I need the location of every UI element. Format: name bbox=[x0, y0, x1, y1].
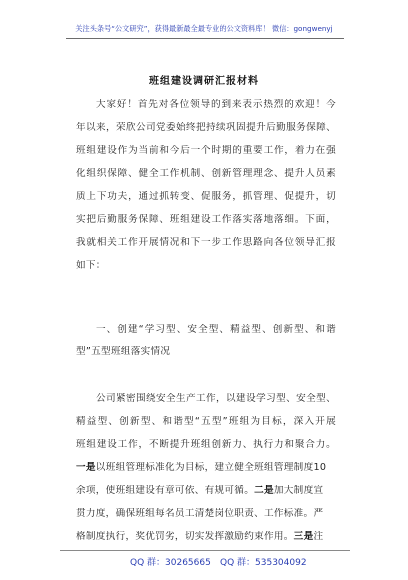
footer-qq-group-1: QQ 群：30265665 bbox=[130, 558, 211, 568]
section-heading-line-2: 型”五型班组落实情况 bbox=[76, 346, 171, 357]
section-heading-line-1: 一、创建“学习型、安全型、精益型、创新型、和谐 bbox=[96, 324, 336, 335]
intro-line-1: 大家好！首先对各位领导的到来表示热烈的欢迎！今 bbox=[96, 99, 336, 110]
header-divider bbox=[66, 38, 344, 39]
intro-line-7: 我就相关工作开展情况和下一步工作思路向各位领导汇报 bbox=[76, 237, 336, 248]
intro-line-4: 化组织保障、健全工作机制、创新管理理念、提升人员素 bbox=[76, 168, 336, 179]
body-line-6-text: 贯力度，确保班组每名员工清楚岗位职责、工作标准。严 bbox=[76, 508, 324, 519]
body-line-5-tail: 加大制度宣 bbox=[273, 485, 324, 496]
body-line-1: 公司紧密围绕安全生产工作，以建设学习型、安全型、 bbox=[96, 393, 336, 404]
bold-marker-1: 一是 bbox=[76, 462, 96, 473]
body-line-5-text: 余项，使班组建设有章可依、有规可循。 bbox=[76, 485, 255, 496]
footer-divider bbox=[60, 550, 350, 551]
body-line-6 bbox=[76, 508, 336, 520]
intro-line-5: 质上下功夫，通过抓转变、促服务，抓管理、促提升，切 bbox=[76, 191, 336, 202]
body-line-7-text: 格制度执行，奖优罚劣，切实发挥激励约束作用。 bbox=[76, 531, 294, 542]
header-banner: 关注头条号“公文研究”，获得最新最全最专业的公文资料库！ 微信：gongwenyj bbox=[75, 24, 333, 33]
body-line-3: 班组建设工作，不断提升班组创新力、执行力和聚合力。 bbox=[76, 439, 336, 450]
body-line-2: 精益型、创新型、和谐型“五型”班组为目标，深入开展 bbox=[76, 416, 336, 427]
intro-line-3: 班组建设作为当前和今后一个时期的重要工作，着力在强 bbox=[76, 145, 336, 156]
document-title: 班组建设调研汇报材料 bbox=[149, 76, 259, 87]
body-line-7 bbox=[76, 531, 336, 543]
intro-line-2: 年以来，荣欣公司党委始终把持续巩固提升后勤服务保障、 bbox=[76, 122, 336, 133]
body-line-7-tail: 注 bbox=[313, 531, 324, 542]
body-line-5 bbox=[76, 485, 336, 497]
bold-marker-2: 二是 bbox=[254, 485, 274, 496]
intro-line-6: 实把后勤服务保障、班组建设工作落实落地落细。下面， bbox=[76, 214, 336, 225]
body-line-4 bbox=[76, 462, 336, 474]
footer-qq-group-2: QQ 群：535304092 bbox=[220, 558, 307, 568]
body-line-4-text: 以班组管理标准化为目标，建立健全班组管理制度10 bbox=[95, 462, 327, 473]
bold-marker-3: 三是 bbox=[293, 531, 314, 542]
intro-line-8: 如下： bbox=[76, 260, 106, 271]
